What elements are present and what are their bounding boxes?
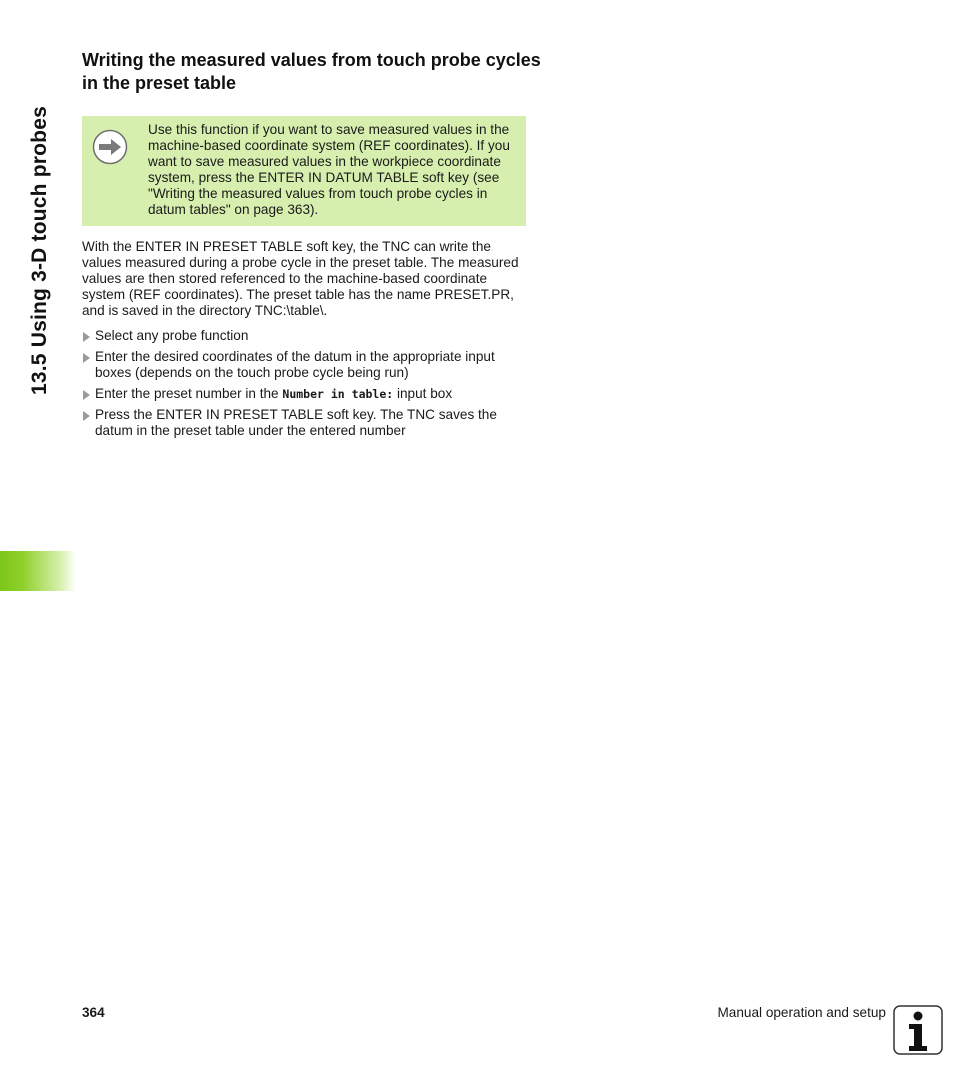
step-text: Enter the preset number in the: [95, 386, 283, 401]
triangle-bullet-icon: [83, 390, 90, 400]
info-icon: [893, 1005, 943, 1055]
list-item: [82, 328, 526, 344]
side-section-title: 13.5 Using 3-D touch probes: [28, 106, 51, 395]
list-item: [82, 386, 526, 402]
arrow-right-icon: [92, 129, 128, 165]
chapter-title: Manual operation and setup: [717, 1005, 886, 1020]
note-text: Use this function if you want to save measured values in the machine-based coordinate system (REF coordinates). If you want to save measured values in the workpiece coordinate system, press the ENTER IN DATUM TABLE soft key (see "Writing the measured values from touch probe cycles in datum tables" on page 363).: [148, 122, 510, 217]
triangle-bullet-icon: [83, 332, 90, 342]
page-number: 364: [82, 1005, 105, 1020]
list-item: [82, 407, 526, 439]
input-box-name: Number in table:: [282, 387, 394, 401]
step-list: [82, 328, 526, 444]
note-box: [82, 116, 526, 226]
section-heading: Writing the measured values from touch probe cycles in the preset table: [82, 50, 541, 93]
step-text: Press the ENTER IN PRESET TABLE soft key. The TNC saves the datum in the preset table under the entered number: [95, 407, 497, 438]
triangle-bullet-icon: [83, 353, 90, 363]
list-item: [82, 349, 526, 381]
chapter-tab: [0, 551, 76, 591]
step-text: Select any probe function: [95, 328, 249, 343]
step-text: Enter the desired coordinates of the datum in the appropriate input boxes (depends on the touch probe cycle being run): [95, 349, 495, 380]
body-paragraph: With the ENTER IN PRESET TABLE soft key, the TNC can write the values measured during a probe cycle in the preset table. The measured values are then stored referenced to the machine-based coordinate system (REF coordinates). The preset table has the name PRESET.PR, and is saved in the directory TNC:\table\.: [82, 239, 519, 318]
triangle-bullet-icon: [83, 411, 90, 421]
step-text: input box: [393, 386, 453, 401]
